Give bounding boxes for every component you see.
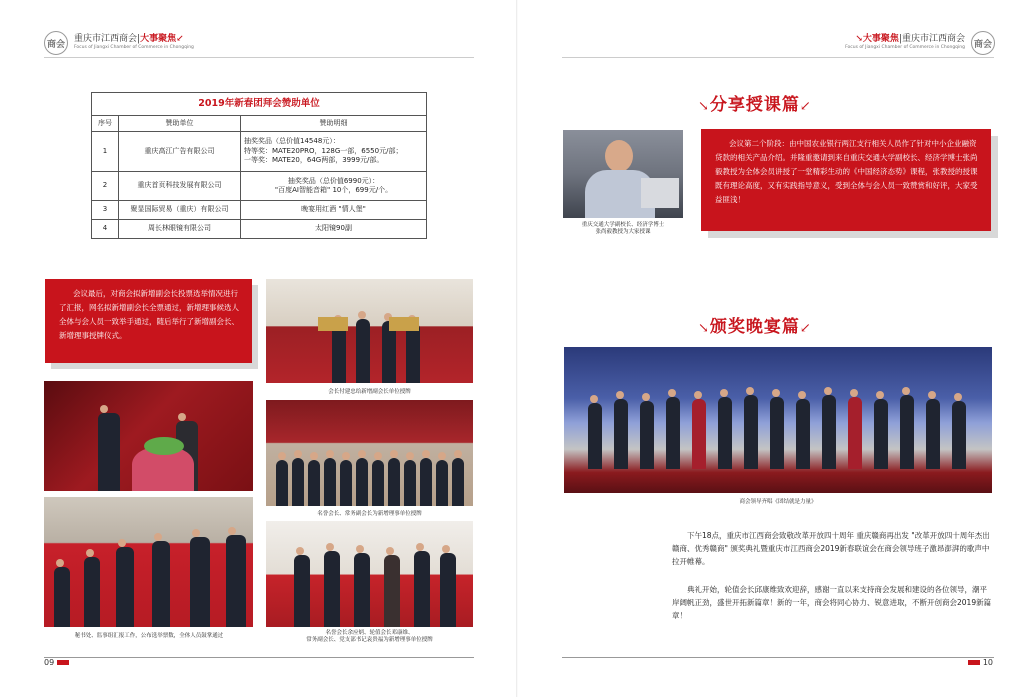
table-cell-detail: 晚宴用红酒 "情人堡" [241, 201, 427, 220]
section-title-lecture: ↘分享授课篇↙ [698, 95, 812, 115]
sponsor-table [91, 92, 427, 239]
sponsor-table-caption: 2019年新春团拜会赞助单位 [92, 93, 427, 116]
table-cell-unit: 周长林眼镜有限公司 [119, 220, 241, 239]
table-header-no: 序号 [92, 116, 119, 132]
table-cell-no: 2 [92, 172, 119, 201]
award-photo-2-caption: 名誉会长、常务副会长为新增理事单位授牌 [317, 511, 422, 517]
gala-paragraph-2: 典礼开始，轮值会长邱康维致欢迎辞，感谢一直以来支持商会发展和建设的各位领导，潮平岸阔帆正劲，盛世开拓新篇章！新的一年，商会将同心协力、锐意进取，不断开创商会2019新篇章！ [672, 585, 992, 621]
right-header [845, 30, 995, 56]
award-photo-1-caption: 会长付建忠给新增副会长单位授牌 [328, 389, 411, 395]
award-photo-3-caption-line2: 常务副会长、党支部书记袁贵福为新增理事单位授牌 [306, 637, 433, 644]
table-row [92, 201, 427, 220]
table-cell-unit: 聚显国际贸易（重庆）有限公司 [119, 201, 241, 220]
table-cell-detail: 太阳镜90副 [241, 220, 427, 239]
left-redbox-text: 会议最后，对商会拟新增副会长投票选举情况进行了汇报，网名拟新增副会长全票通过，新增理事候选人全体与会人员一致举手通过，随后举行了新增副会长、新增理事授牌仪式。 [45, 279, 252, 363]
award-photo-3 [266, 521, 473, 627]
gala-stage-photo [564, 347, 992, 493]
gala-photo-caption: 商会领导齐唱《团结就是力量》 [739, 499, 817, 505]
award-photo-2 [266, 400, 473, 506]
meeting-photo-caption: 秘书处、监事组汇报工作，公布选举票数，全体人员鼓掌通过 [74, 633, 224, 639]
lecture-speaker-caption: 重庆交通大学副校长、经济学博士 张尚毅教授为大家授课 [581, 222, 665, 236]
meeting-photo [44, 497, 253, 627]
table-row [92, 132, 427, 172]
left-header [44, 30, 194, 56]
right-header-subtitle: Focus of Jiangxi Chamber of Commerce in Chongqing [845, 45, 965, 51]
left-footer-rule [44, 657, 474, 658]
right-footer-rule [562, 657, 994, 658]
award-photo-3-caption-line1: 名誉会长余应炳、轮值会长邓康维、 [325, 630, 414, 636]
chamber-logo-icon: 商会 [44, 31, 68, 55]
left-page-number [44, 658, 69, 667]
table-cell-detail: 抽奖奖品（总价值14548元）： 特等奖：MATE20PRO，128G一部，6550元/部； 一等奖：MATE20，64G两部，3999元/部。 [241, 132, 427, 172]
table-row [92, 172, 427, 201]
left-header-subtitle: Focus of Jiangxi Chamber of Commerce in Chongqing [74, 45, 194, 51]
table-row [92, 220, 427, 239]
right-page-number [968, 658, 993, 667]
right-redbox-text: 会议第二个阶段：由中国农业银行两江支行相关人员作了针对中小企业融资贷款的相关产品介绍。并隆重邀请到来自重庆交通大学副校长、经济学博士张尚毅教授为全体会员讲授了一堂精彩生动的《中国经济态势》课程，张教授的授课既有理论高度，又有实践指导意义，受到全体与会人员一致赞赏和好评，大家受益匪浅！ [701, 129, 991, 231]
right-header-rule [562, 57, 994, 58]
table-cell-detail: 抽奖奖品（总价值6990元）： "百度AI智能音箱" 10个，699元/个。 [241, 172, 427, 201]
chamber-logo-icon: 商会 [971, 31, 995, 55]
table-cell-unit: 重庆高江广告有限公司 [119, 132, 241, 172]
left-page [0, 0, 517, 697]
lecture-speaker-photo [563, 130, 683, 218]
podium-photo [44, 381, 253, 491]
table-cell-unit: 重庆首页科技发展有限公司 [119, 172, 241, 201]
right-page [518, 0, 1035, 697]
table-header-unit: 赞助单位 [119, 116, 241, 132]
left-page-number-text: 09 [44, 658, 55, 667]
table-cell-no: 3 [92, 201, 119, 220]
award-photo-3-caption [266, 630, 473, 644]
left-header-title: 重庆市江西商会|大事聚焦↙ [74, 34, 184, 45]
award-photo-1 [266, 279, 473, 383]
table-cell-no: 1 [92, 132, 119, 172]
table-header-detail: 赞助明细 [241, 116, 427, 132]
table-cell-no: 4 [92, 220, 119, 239]
right-header-title: ↘大事聚焦|重庆市江西商会 [855, 34, 965, 45]
right-page-number-text: 10 [982, 658, 993, 667]
left-header-rule [44, 57, 474, 58]
gala-paragraph-1: 下午18点，重庆市江西商会致敬改革开放四十周年 重庆赣商再出发 "改革开放四十周年杰出赣商、优秀赣商" 颁奖典礼暨重庆市江西商会2019新春联谊会在商会领导班子激昂澎湃的歌声中拉开帷幕。 [672, 531, 990, 567]
section-title-gala: ↘颁奖晚宴篇↙ [698, 317, 812, 337]
